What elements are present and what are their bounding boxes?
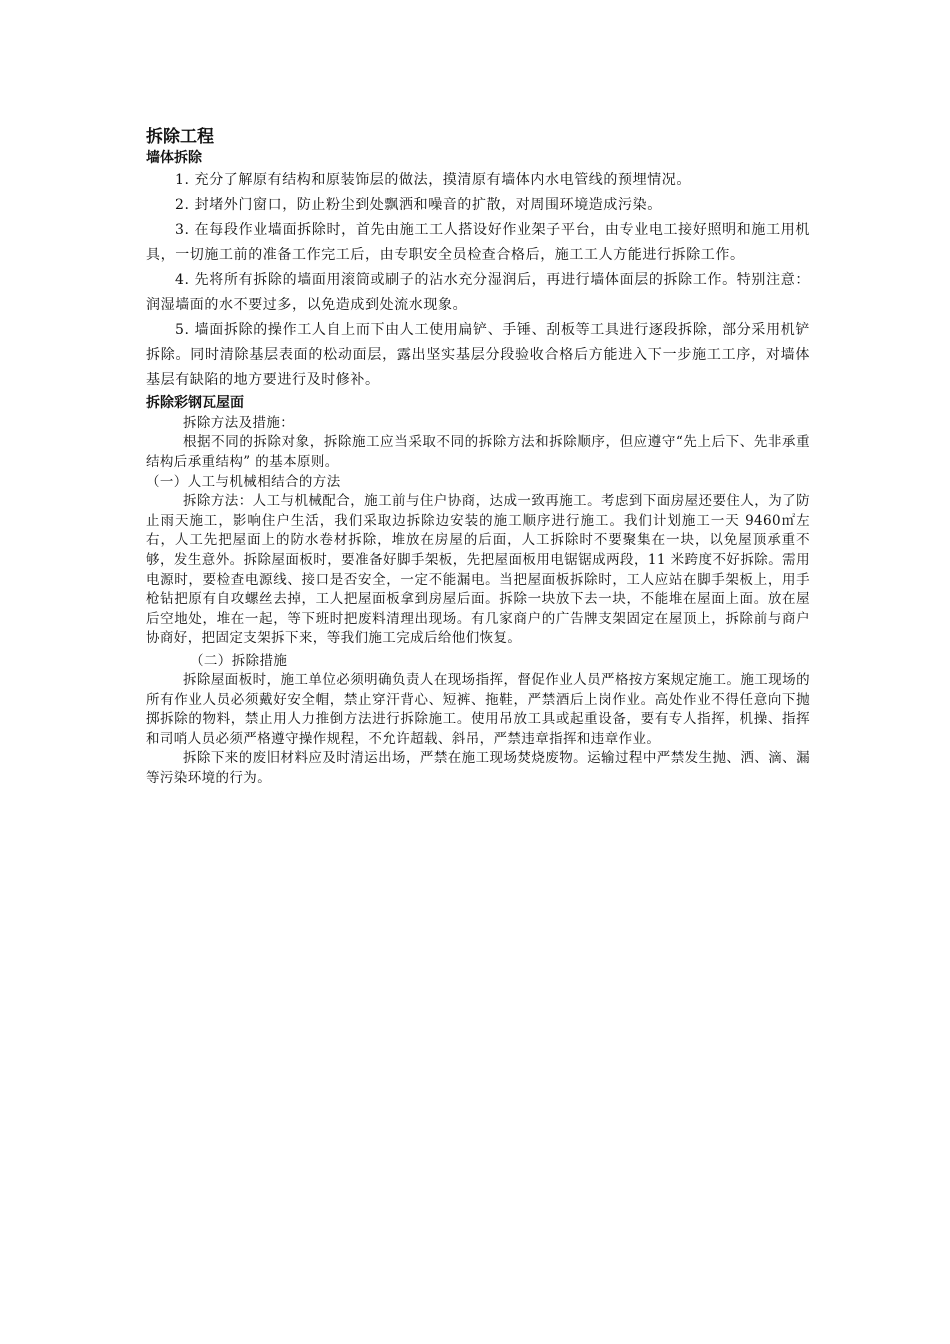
methods-label: 拆除方法及措施： xyxy=(183,415,295,431)
subsection-2-text: 拆除屋面板时，施工单位必须明确负责人在现场指挥，督促作业人员严格按方案规定施工。施工现场的所有作业人员必须戴好安全帽，禁止穿汗背心、短裤、拖鞋，严禁酒后上岗作业。高处作业不得任意向下抛掷拆除的物料，禁止用人力推倒方法进行拆除施工。使用吊放工具或起重设备，要有专人指挥，机操、指挥和司哨人员必须严格遵守操作规程，不允许超载、斜吊，严禁违章指挥和违章作业。 xyxy=(146,671,810,747)
wall-item-1: 1. 充分了解原有结构和原装饰层的做法，摸清原有墙体内水电管线的预埋情况。 xyxy=(175,172,692,188)
subsection-1-text: 拆除方法：人工与机械配合，施工前与住户协商，达成一致再施工。考虑到下面房屋还要住人，为了防止雨天施工，影响住户生活，我们采取边拆除边安装的施工顺序进行施工。我们计划施工一天 9460㎡左右，人工先把屋面上的防水卷材拆除，堆放在房屋的后面，人工拆除时不要聚集在一块，以免屋顶承重不够，发生意外。拆除屋面板时，要准备好脚手架板，先把屋面板用电锯锯成两段，11 米跨度不好拆除。需用电源时，要检查电源线、接口是否安全，一定不能漏电。当把屋面板拆除时，工人应站在脚手架板上，用手枪钻把原有自攻螺丝去掉，工人把屋面板拿到房屋后面。拆除一块放下去一块，不能堆在屋面上面。放在屋后空地处，堆在一起，等下班时把废料清理出现场。有几家商户的广告牌支架固定在屋顶上，拆除前与商户协商好，把固定支架拆下来，等我们施工完成后给他们恢复。 xyxy=(146,493,810,647)
closing-paragraph: 拆除下来的废旧材料应及时清运出场，严禁在施工现场焚烧废物。运输过程中严禁发生抛、洒、滴、漏等污染环境的行为。 xyxy=(146,750,810,786)
wall-item-5: 5. 墙面拆除的操作工人自上而下由人工使用扁铲、手锤、刮板等工具进行逐段拆除，部分采用机铲拆除。同时清除基层表面的松动面层，露出坚实基层分段验收合格后方能进入下一步施工工序，对墙体基层有缺陷的地方要进行及时修补。 xyxy=(146,322,810,388)
section-heading-roof-demolition: 拆除彩钢瓦屋面 xyxy=(146,395,244,411)
principle-paragraph: 根据不同的拆除对象，拆除施工应当采取不同的拆除方法和拆除顺序，但应遵守“先上后下、先非承重结构后承重结构” 的基本原则。 xyxy=(146,434,810,470)
wall-item-2: 2. 封堵外门窗口，防止粉尘到处飘洒和噪音的扩散，对周围环境造成污染。 xyxy=(175,197,662,213)
document-body xyxy=(146,126,810,789)
subsection-title-2: （二）拆除措施 xyxy=(190,652,288,669)
subsection-title-1: （一）人工与机械相结合的方法 xyxy=(146,474,341,491)
document-title: 拆除工程 xyxy=(146,127,214,147)
wall-item-4: 4. 先将所有拆除的墙面用滚筒或刷子的沾水充分湿润后，再进行墙体面层的拆除工作。特别注意：润湿墙面的水不要过多，以免造成到处流水现象。 xyxy=(146,272,810,313)
section-heading-wall-demolition: 墙体拆除 xyxy=(146,150,202,166)
wall-item-3: 3. 在每段作业墙面拆除时，首先由施工工人搭设好作业架子平台，由专业电工接好照明和施工用机具，一切施工前的准备工作完工后，由专职安全员检查合格后，施工工人方能进行拆除工作。 xyxy=(146,222,810,263)
